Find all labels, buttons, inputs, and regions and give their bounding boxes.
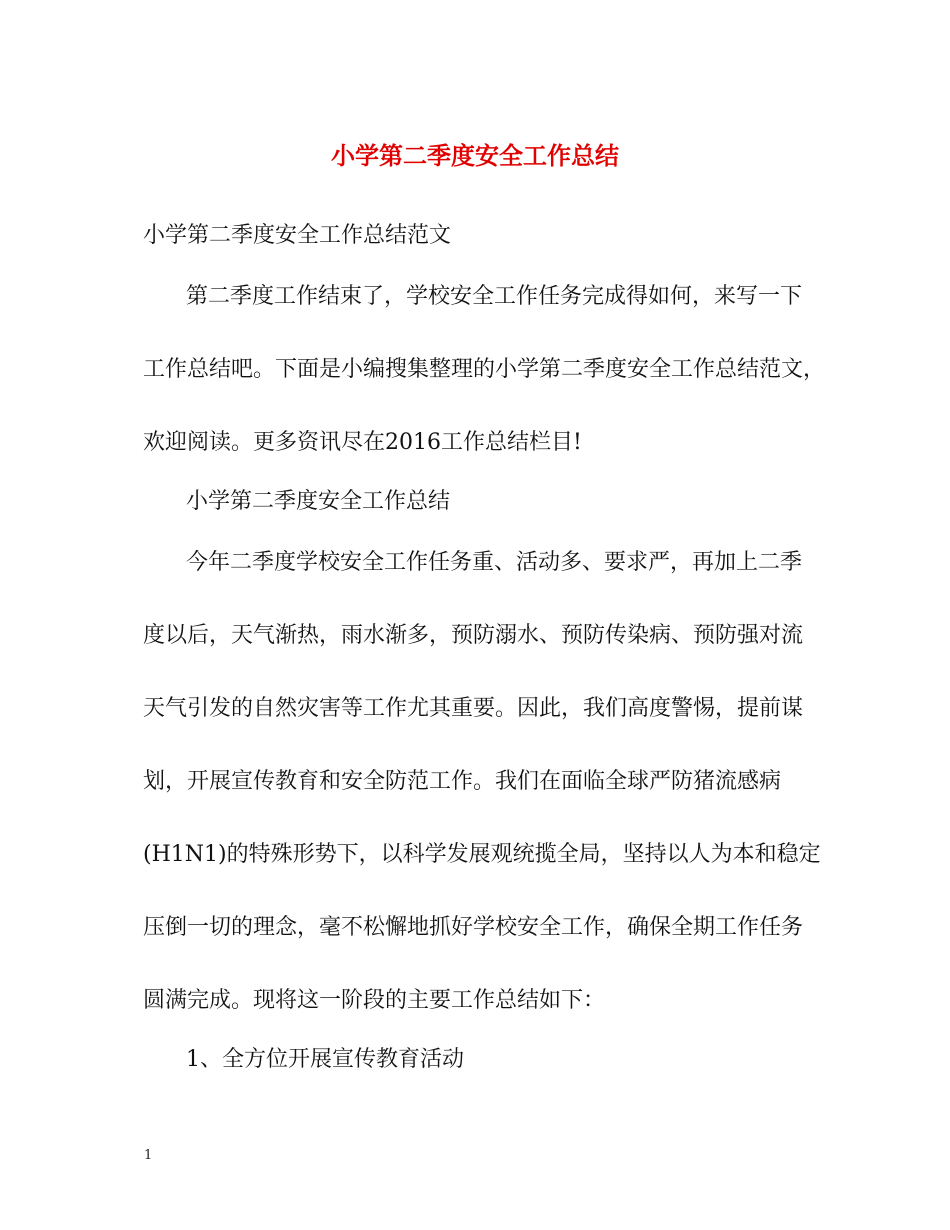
paragraph-line: 今年二季度学校安全工作任务重、活动多、要求严，再加上二季	[186, 550, 803, 575]
page-number: 1	[144, 1148, 153, 1163]
list-heading: 1、全方位开展宣传教育活动	[186, 1047, 464, 1072]
paragraph-line: 工作总结吧。下面是小编搜集整理的小学第二季度安全工作总结范文，	[143, 357, 826, 382]
paragraph-line: 划，开展宣传教育和安全防范工作。我们在面临全球严防猪流感病	[143, 769, 782, 794]
paragraph-line: 天气引发的自然灾害等工作尤其重要。因此，我们高度警惕，提前谋	[143, 696, 804, 721]
paragraph-line: 压倒一切的理念，毫不松懈地抓好学校安全工作，确保全期工作任务	[143, 915, 804, 940]
paragraph-line: 第二季度工作结束了，学校安全工作任务完成得如何，来写一下	[186, 284, 803, 309]
section-heading: 小学第二季度安全工作总结	[186, 489, 451, 514]
paragraph-line: 欢迎阅读。更多资讯尽在2016工作总结栏目!	[143, 430, 582, 455]
paragraph-line: (H1N1)的特殊形势下，以科学发展观统揽全局，坚持以人为本和稳定	[143, 842, 821, 867]
paragraph-line: 度以后，天气渐热，雨水渐多，预防溺水、预防传染病、预防强对流	[143, 623, 804, 648]
document-title: 小学第二季度安全工作总结	[331, 141, 619, 170]
subtitle-line: 小学第二季度安全工作总结范文	[143, 223, 452, 248]
paragraph-line: 圆满完成。现将这一阶段的主要工作总结如下：	[143, 988, 606, 1013]
